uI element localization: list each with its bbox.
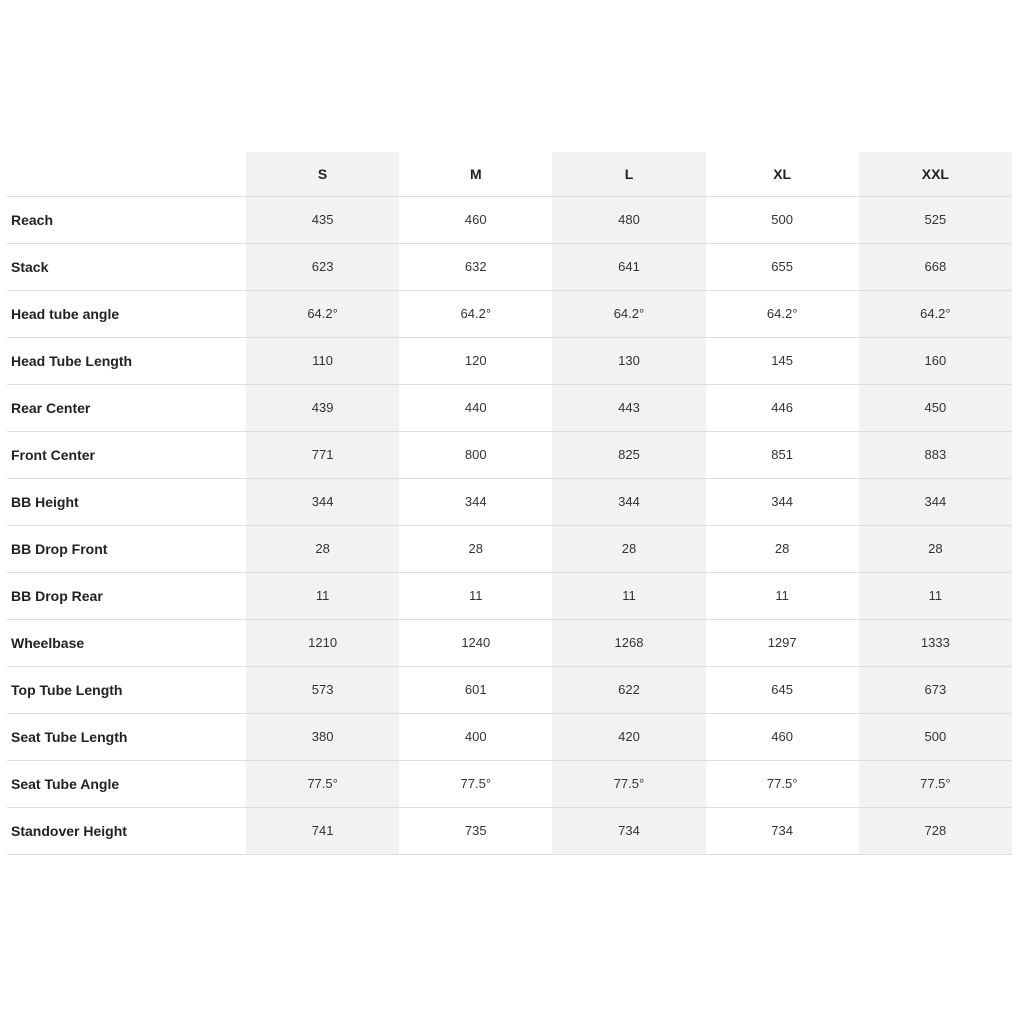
table-body [7,196,1012,854]
size-header: S [246,152,399,196]
table-cell: 344 [859,478,1012,525]
table-cell: 11 [246,572,399,619]
table-cell: 741 [246,807,399,854]
table-cell: 28 [706,525,859,572]
table-cell: 64.2° [859,290,1012,337]
table-cell: 632 [399,243,552,290]
table-row [7,337,1012,384]
table-cell: 77.5° [706,760,859,807]
size-header: XL [706,152,859,196]
table-cell: 77.5° [552,760,705,807]
table-cell: 64.2° [246,290,399,337]
table-cell: 450 [859,384,1012,431]
table-cell: 77.5° [859,760,1012,807]
table-row [7,619,1012,666]
table-cell: 480 [552,196,705,243]
table-cell: 64.2° [552,290,705,337]
table-cell: 145 [706,337,859,384]
table-cell: 344 [706,478,859,525]
geometry-table [7,152,1012,855]
table-cell: 28 [399,525,552,572]
row-label: Reach [7,196,246,243]
table-cell: 728 [859,807,1012,854]
table-row [7,243,1012,290]
table-cell: 439 [246,384,399,431]
table-cell: 735 [399,807,552,854]
table-cell: 622 [552,666,705,713]
size-header: L [552,152,705,196]
table-cell: 380 [246,713,399,760]
table-cell: 11 [706,572,859,619]
table-cell: 1268 [552,619,705,666]
table-cell: 435 [246,196,399,243]
header-corner [7,152,246,196]
table-cell: 64.2° [706,290,859,337]
table-cell: 601 [399,666,552,713]
table-cell: 344 [399,478,552,525]
table-cell: 64.2° [399,290,552,337]
table-row [7,290,1012,337]
table-cell: 500 [706,196,859,243]
table-row [7,431,1012,478]
table-cell: 400 [399,713,552,760]
table-cell: 160 [859,337,1012,384]
table-cell: 440 [399,384,552,431]
table-cell: 673 [859,666,1012,713]
table-cell: 420 [552,713,705,760]
table-cell: 77.5° [399,760,552,807]
table-cell: 771 [246,431,399,478]
table-cell: 11 [552,572,705,619]
table-cell: 825 [552,431,705,478]
row-label: Front Center [7,431,246,478]
table-cell: 734 [706,807,859,854]
table-cell: 668 [859,243,1012,290]
row-label: Standover Height [7,807,246,854]
row-label: Stack [7,243,246,290]
table-cell: 655 [706,243,859,290]
table-cell: 110 [246,337,399,384]
table-cell: 645 [706,666,859,713]
table-row [7,384,1012,431]
row-label: BB Height [7,478,246,525]
table-cell: 460 [706,713,859,760]
table-cell: 1240 [399,619,552,666]
table-cell: 344 [552,478,705,525]
table-cell: 500 [859,713,1012,760]
table-cell: 1333 [859,619,1012,666]
table-row [7,525,1012,572]
table-row [7,713,1012,760]
size-header: M [399,152,552,196]
table-cell: 883 [859,431,1012,478]
row-label: Seat Tube Length [7,713,246,760]
table-cell: 11 [859,572,1012,619]
table-row [7,760,1012,807]
table-cell: 623 [246,243,399,290]
table-cell: 800 [399,431,552,478]
table-row [7,807,1012,854]
table-cell: 77.5° [246,760,399,807]
table-cell: 28 [246,525,399,572]
table-cell: 28 [552,525,705,572]
table-cell: 120 [399,337,552,384]
table-cell: 28 [859,525,1012,572]
table-cell: 851 [706,431,859,478]
row-label: Seat Tube Angle [7,760,246,807]
table-row [7,196,1012,243]
row-label: BB Drop Rear [7,572,246,619]
row-label: Head Tube Length [7,337,246,384]
table-cell: 734 [552,807,705,854]
row-label: Head tube angle [7,290,246,337]
table-cell: 11 [399,572,552,619]
table-row [7,572,1012,619]
table-cell: 443 [552,384,705,431]
row-label: Top Tube Length [7,666,246,713]
table-cell: 573 [246,666,399,713]
table-cell: 446 [706,384,859,431]
header-row [7,152,1012,196]
size-header: XXL [859,152,1012,196]
table-cell: 1210 [246,619,399,666]
row-label: Wheelbase [7,619,246,666]
table-row [7,478,1012,525]
table-cell: 344 [246,478,399,525]
table-row [7,666,1012,713]
row-label: Rear Center [7,384,246,431]
row-label: BB Drop Front [7,525,246,572]
table-cell: 641 [552,243,705,290]
table-cell: 460 [399,196,552,243]
table-cell: 130 [552,337,705,384]
table-cell: 525 [859,196,1012,243]
table-cell: 1297 [706,619,859,666]
